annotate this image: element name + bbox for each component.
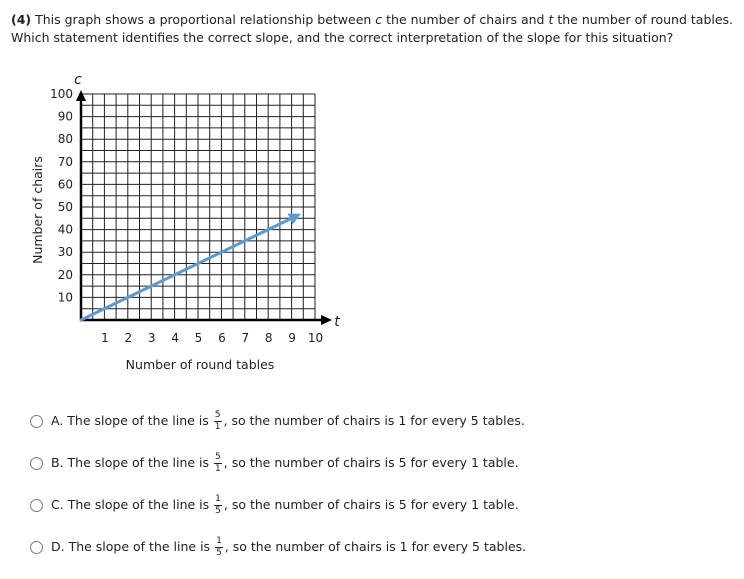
fraction-numerator: 5	[215, 451, 221, 462]
y-tick-label: 80	[57, 132, 73, 147]
choice-text	[51, 495, 519, 516]
y-tick-label: 90	[57, 109, 73, 124]
fraction-numerator: 1	[216, 535, 222, 546]
choice-text-post: , so the number of chairs is 5 for every 1 table.	[223, 496, 519, 512]
choice-text-post: , so the number of chairs is 1 for every 5 tables.	[224, 538, 527, 554]
x-tick-label: 3	[147, 331, 156, 345]
x-axis-arrowhead	[321, 315, 332, 325]
y-tick-label: 50	[57, 200, 73, 214]
radio-button[interactable]	[30, 499, 43, 512]
y-axis-arrowhead	[76, 90, 86, 101]
variable-c: c	[375, 12, 383, 27]
slope-fraction	[215, 537, 223, 558]
y-tick-label: 70	[57, 154, 73, 169]
question-text-part: This graph shows a proportional relationship between	[31, 12, 376, 27]
choice-text-pre: The slope of the line is	[67, 454, 210, 470]
y-tick-label: 30	[57, 245, 73, 260]
x-tick-label: 5	[194, 331, 203, 345]
x-tick-label: 9	[288, 331, 296, 345]
x-tick-label: 2	[124, 331, 133, 345]
x-tick-label: 7	[241, 331, 250, 345]
slope-fraction	[214, 495, 222, 516]
choice-text-pre: The slope of the line is	[67, 496, 210, 512]
y-axis-letter: c	[74, 72, 82, 88]
choice-text-pre: The slope of the line is	[68, 538, 211, 554]
choice-b[interactable]	[30, 450, 519, 476]
choice-text-pre: The slope of the line is	[67, 412, 209, 428]
y-tick-label: 60	[57, 177, 73, 192]
x-tick-label: 10	[307, 331, 324, 345]
fraction-denominator: 1	[214, 421, 221, 432]
variable-t: t	[548, 12, 554, 27]
fraction-numerator: 1	[215, 493, 221, 504]
fraction-numerator: 5	[214, 409, 221, 420]
y-tick-label: 100	[50, 87, 73, 101]
choice-text-post: , so the number of chairs is 1 for every 5 tables.	[223, 412, 525, 428]
choice-letter: C.	[51, 496, 68, 512]
choice-c[interactable]	[30, 492, 519, 518]
x-axis-letter: t	[334, 314, 340, 330]
radio-button[interactable]	[30, 415, 43, 428]
y-tick-label: 20	[57, 267, 73, 282]
fraction-denominator: 5	[215, 505, 221, 516]
slope-fraction	[214, 411, 222, 432]
radio-button[interactable]	[30, 457, 43, 470]
radio-button[interactable]	[30, 541, 43, 554]
choice-letter: D.	[51, 538, 69, 554]
choice-text	[51, 537, 526, 558]
y-tick-label: 10	[57, 290, 73, 305]
x-tick-label: 6	[218, 331, 226, 345]
fraction-denominator: 1	[215, 463, 221, 474]
choice-text	[51, 453, 519, 474]
choice-text-post: , so the number of chairs is 5 for every 1 table.	[223, 454, 519, 470]
fraction-denominator: 5	[216, 547, 222, 558]
choice-letter: A.	[51, 412, 68, 428]
question-text-part: the number of chairs and	[382, 12, 549, 27]
choice-d[interactable]	[30, 534, 526, 560]
series-line	[81, 219, 290, 320]
choice-letter: B.	[51, 454, 68, 470]
y-axis-label: Number of chairs	[30, 156, 45, 264]
y-tick-label: 40	[57, 222, 73, 237]
choice-a[interactable]	[30, 408, 525, 434]
x-tick-label: 8	[264, 331, 273, 345]
question-number: (4)	[11, 12, 32, 27]
question-text-part: the number of round tables. Which statement identifies the correct slope, and the correct interpretation of the slope for this situation?	[11, 12, 734, 45]
x-tick-label: 1	[101, 331, 109, 345]
choice-text	[51, 411, 525, 432]
slope-fraction	[214, 453, 222, 474]
x-axis-label: Number of round tables	[125, 357, 275, 372]
x-tick-label: 4	[171, 331, 179, 345]
grid	[81, 94, 315, 320]
